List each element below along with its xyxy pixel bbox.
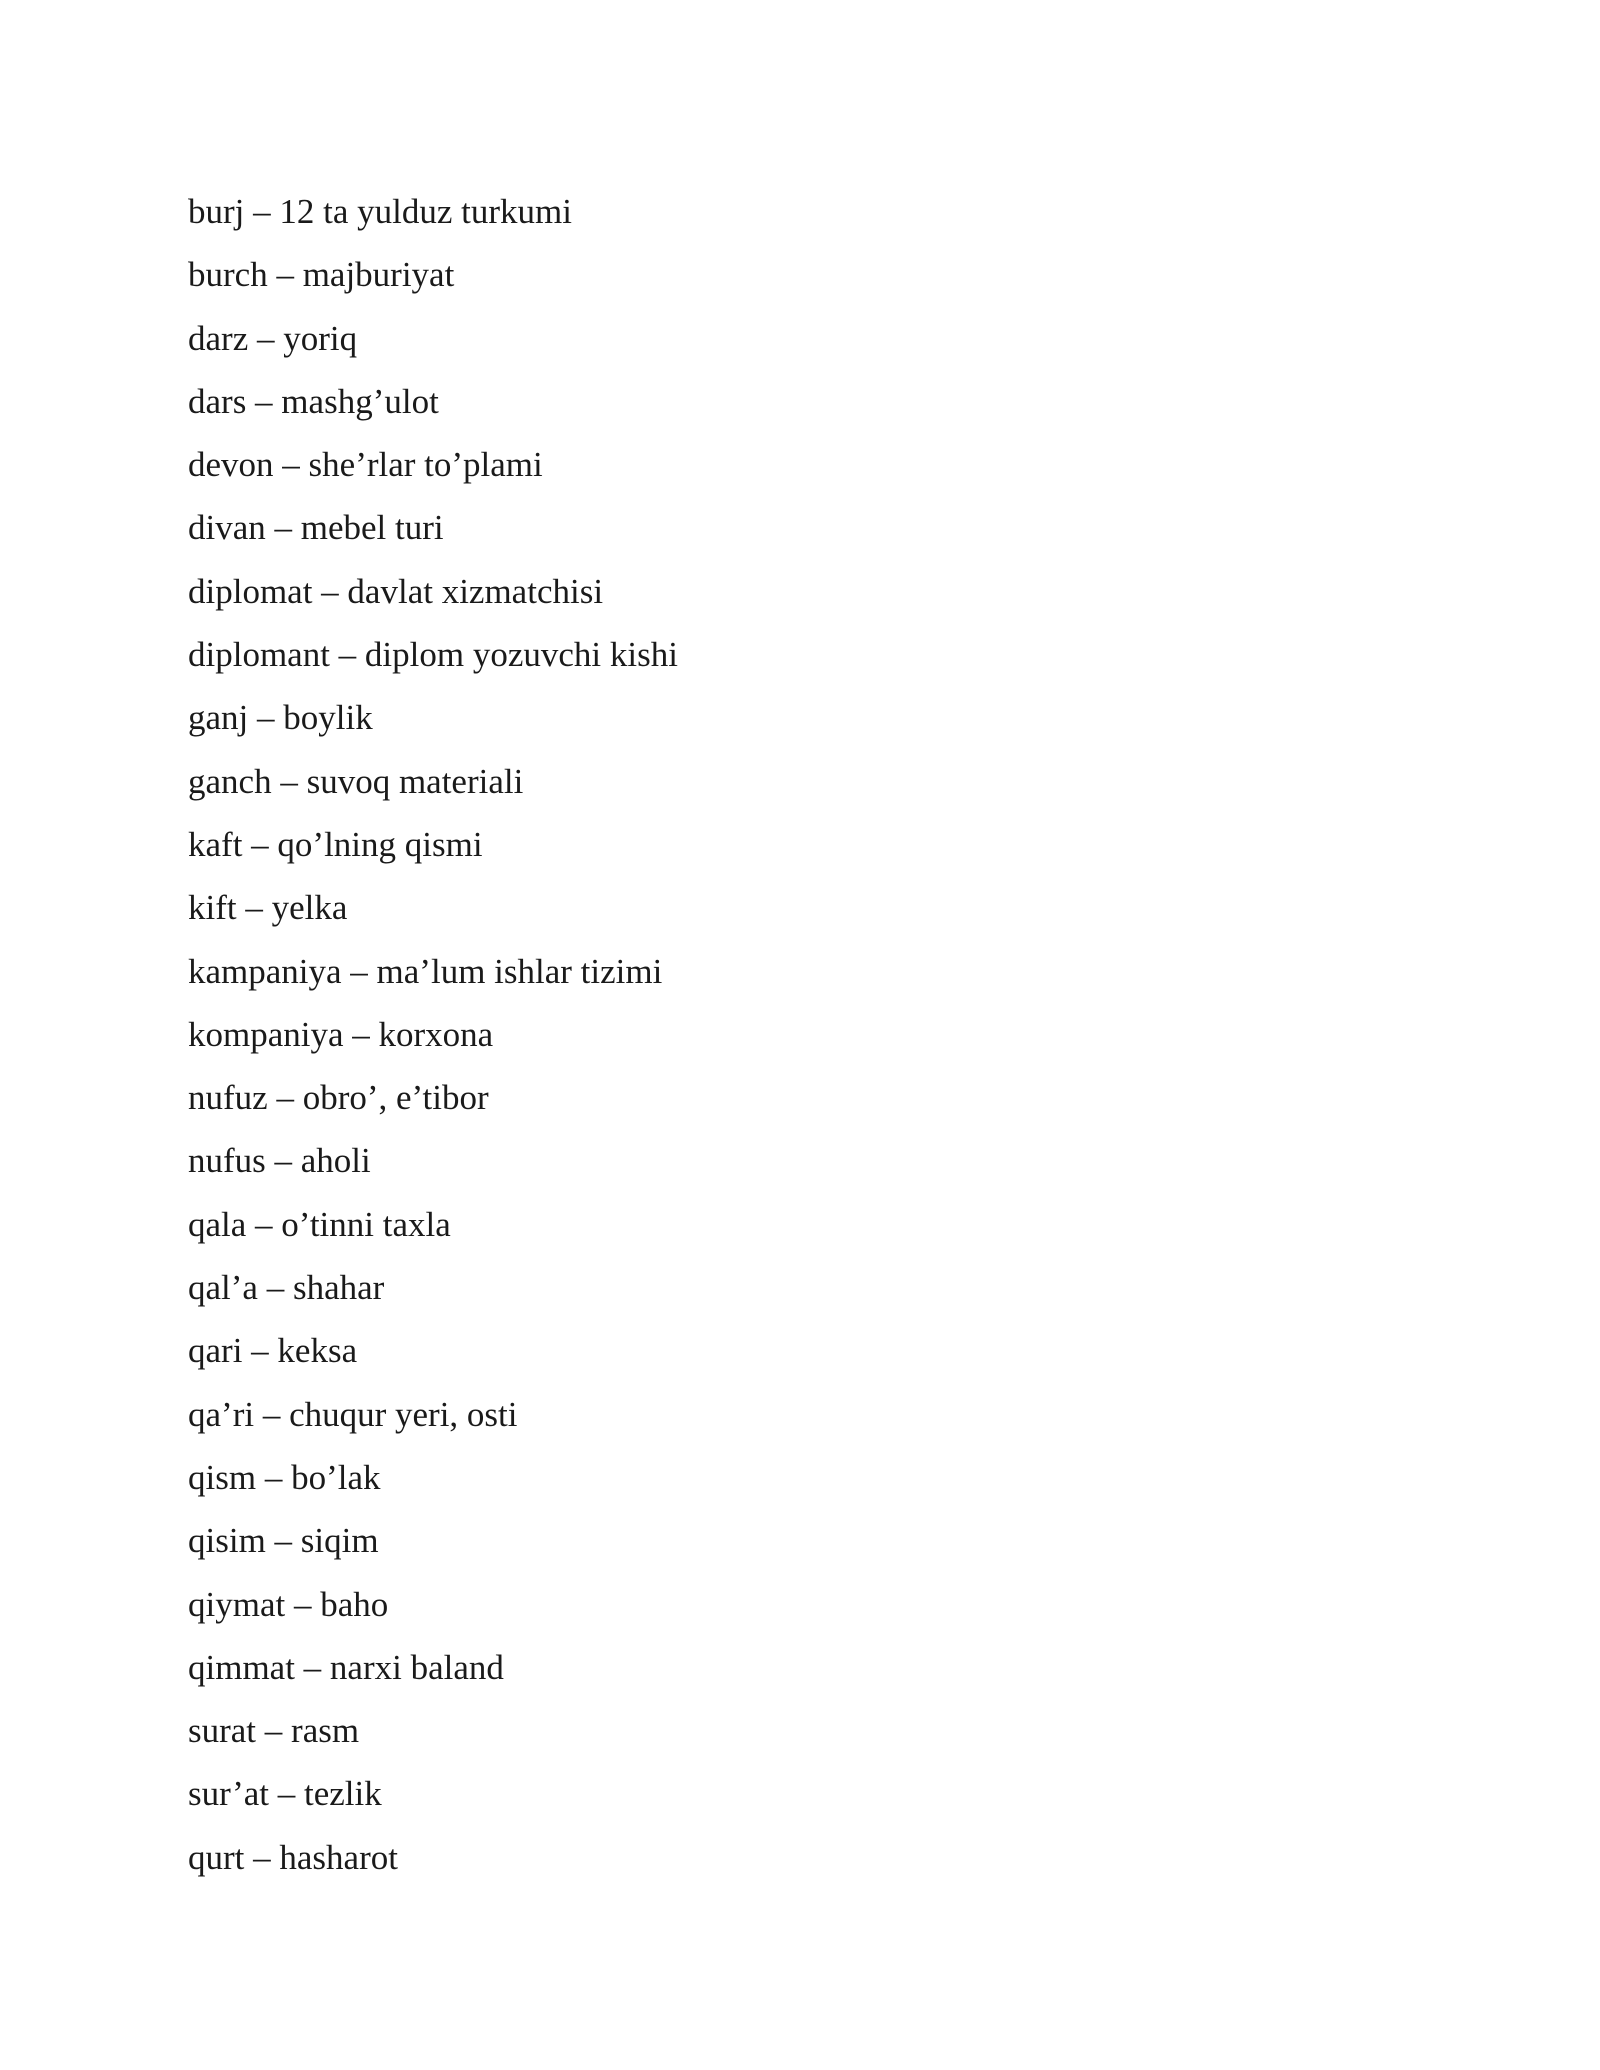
word-entry: ganj – boylik	[188, 698, 373, 738]
word-entry: kaft – qo’lning qismi	[188, 824, 483, 864]
word-entry: kampaniya – ma’lum ishlar tizimi	[188, 951, 663, 991]
word-entry: qism – bo’lak	[188, 1457, 381, 1497]
word-entry: qisim – siqim	[188, 1521, 379, 1561]
word-entry: kift – yelka	[188, 888, 348, 928]
word-entry: qala – o’tinni taxla	[188, 1204, 451, 1244]
word-entry: sur’at – tezlik	[188, 1774, 382, 1814]
word-entry: kompaniya – korxona	[188, 1014, 494, 1054]
word-list	[188, 180, 678, 1889]
word-entry: qiymat – baho	[188, 1584, 389, 1624]
word-entry: qa’ri – chuqur yeri, osti	[188, 1394, 518, 1434]
word-entry: nufus – aholi	[188, 1141, 371, 1181]
word-entry: darz – yoriq	[188, 318, 358, 358]
word-entry: qal’a – shahar	[188, 1268, 385, 1308]
word-entry: surat – rasm	[188, 1711, 360, 1751]
word-entry: nufuz – obro’, e’tibor	[188, 1078, 489, 1118]
word-entry: diplomat – davlat xizmatchisi	[188, 571, 604, 611]
word-entry: burj – 12 ta yulduz turkumi	[188, 192, 572, 231]
word-entry: burch – majburiyat	[188, 255, 455, 295]
word-entry: qurt – hasharot	[188, 1837, 398, 1877]
word-entry: qari – keksa	[188, 1331, 358, 1371]
word-entry: divan – mebel turi	[188, 508, 444, 548]
word-entry: qimmat – narxi baland	[188, 1647, 504, 1687]
word-entry: ganch – suvoq materiali	[188, 761, 524, 801]
word-entry: devon – she’rlar to’plami	[188, 445, 543, 485]
word-entry: diplomant – diplom yozuvchi kishi	[188, 635, 678, 675]
word-entry: dars – mashg’ulot	[188, 381, 439, 421]
